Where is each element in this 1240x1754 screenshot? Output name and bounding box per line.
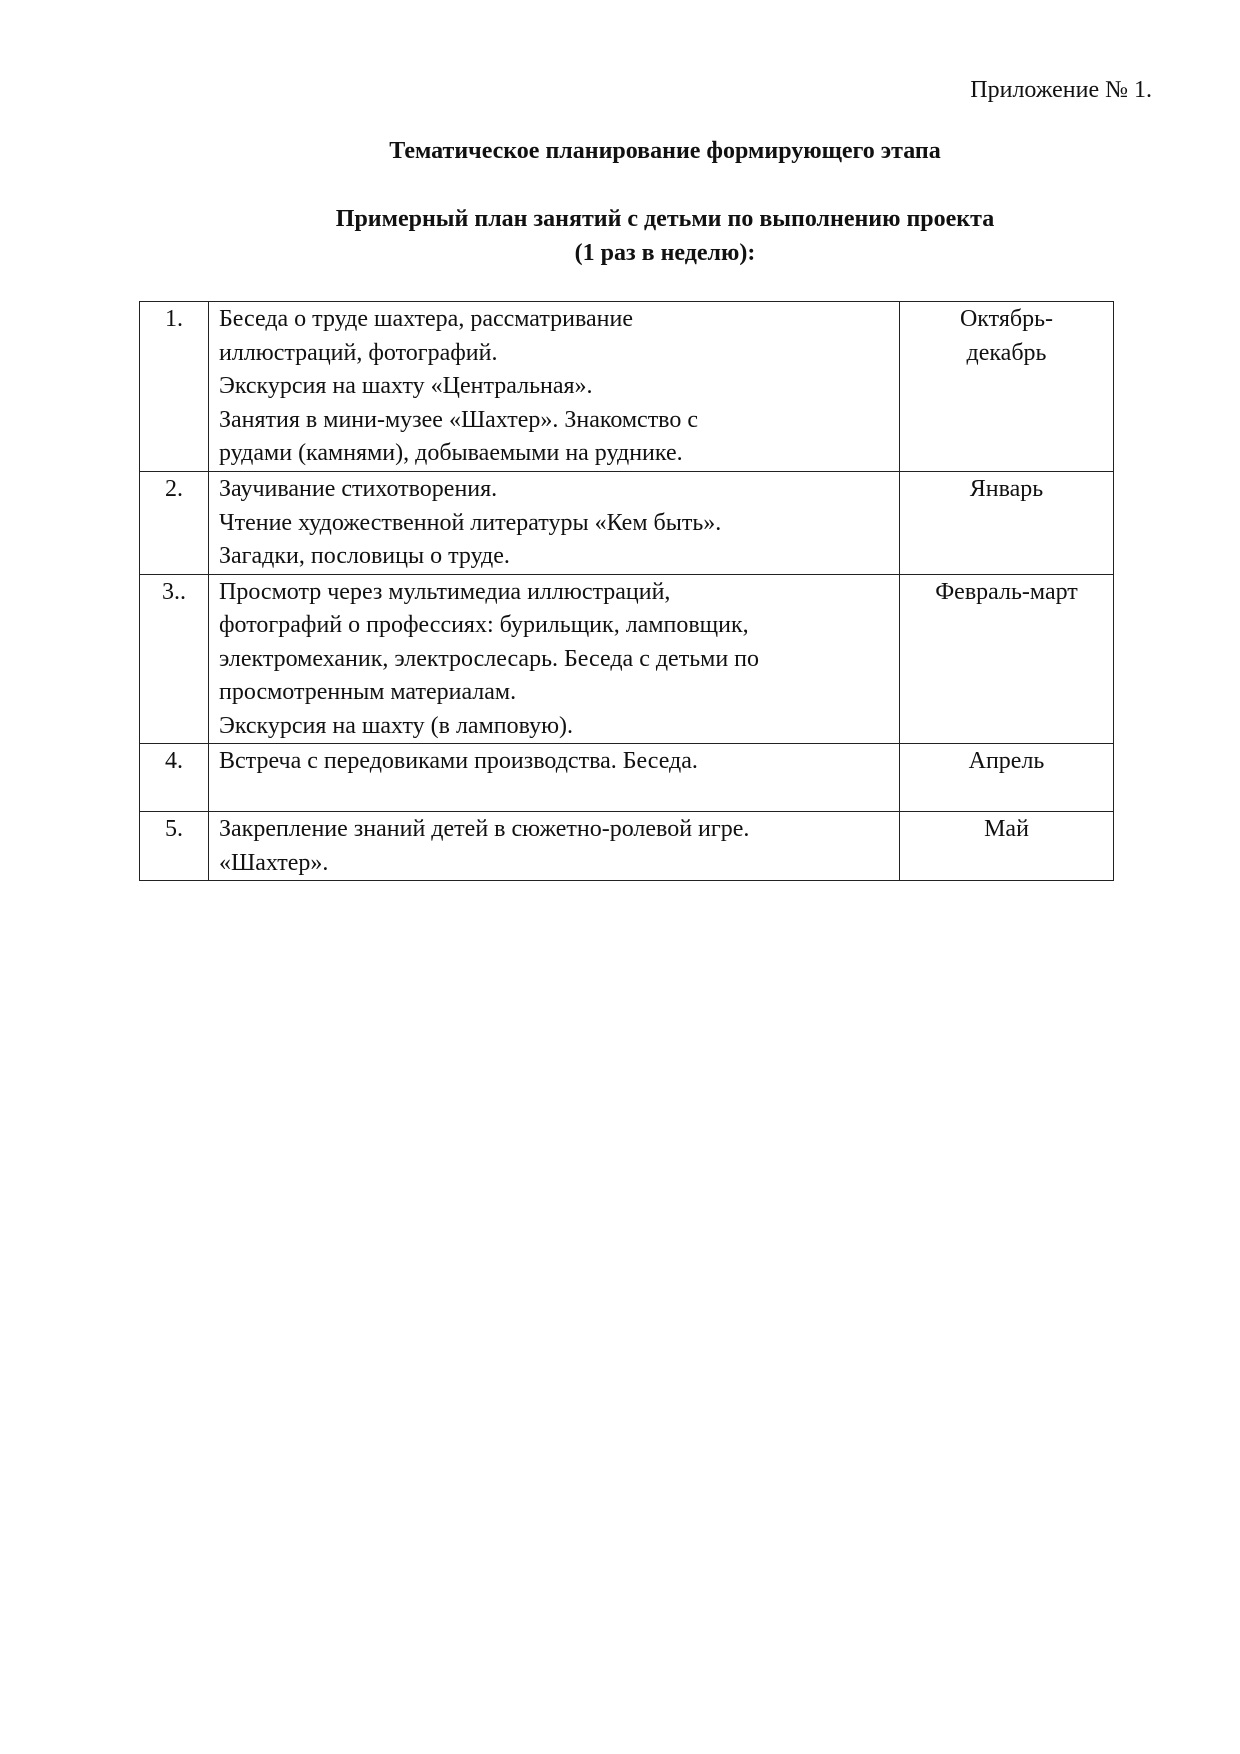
activity-line: просмотренным материалам. xyxy=(219,679,517,705)
table-row xyxy=(140,812,1114,881)
activity-description xyxy=(209,302,900,472)
activity-line: Беседа о труде шахтера, рассматривание xyxy=(219,306,633,332)
activity-line: иллюстраций, фотографий. xyxy=(219,339,498,366)
page-title: Тематическое планирование формирующего этапа xyxy=(389,138,941,164)
period-line: Январь xyxy=(969,476,1044,502)
period-line: Апрель xyxy=(968,748,1045,774)
activity-line: Встреча с передовиками производства. Беседа. xyxy=(219,748,698,774)
row-number: 4. xyxy=(140,744,209,812)
activity-description xyxy=(209,812,900,881)
activity-line: Занятия в мини-музее «Шахтер». Знакомство с xyxy=(219,406,699,433)
row-number: 5. xyxy=(140,812,209,881)
row-number: 1. xyxy=(140,302,209,472)
table-row xyxy=(140,744,1114,812)
row-number: 2. xyxy=(140,472,209,575)
plan-subtitle-line-2: (1 раз в неделю): xyxy=(574,240,756,266)
activity-line: Чтение художественной литературы «Кем быть». xyxy=(219,509,722,536)
table-row xyxy=(140,302,1114,472)
activity-line: рудами (камнями), добываемыми на руднике. xyxy=(219,440,683,466)
period-line: декабрь xyxy=(966,339,1047,366)
period-line: Февраль-март xyxy=(935,578,1078,605)
activity-description xyxy=(209,744,900,812)
activity-line: Загадки, пословицы о труде. xyxy=(219,543,510,569)
activity-line: Экскурсия на шахту (в ламповую). xyxy=(219,712,574,739)
schedule-period xyxy=(900,574,1114,744)
activity-description xyxy=(209,472,900,575)
period-line: Май xyxy=(984,816,1029,842)
activity-line: электромеханик, электрослесарь. Беседа с детьми по xyxy=(219,645,760,672)
activity-line: Заучивание стихотворения. xyxy=(219,476,498,502)
activity-line: Закрепление знаний детей в сюжетно-ролевой игре. xyxy=(219,816,750,842)
plan-subtitle-line-1: Примерный план занятий с детьми по выполнению проекта xyxy=(335,206,995,232)
activity-line: Экскурсия на шахту «Центральная». xyxy=(219,373,593,399)
schedule-period xyxy=(900,472,1114,575)
activity-line: Просмотр через мультимедиа иллюстраций, xyxy=(219,578,671,605)
period-line: Октябрь- xyxy=(959,306,1054,332)
activity-line: «Шахтер». xyxy=(219,849,329,876)
table-row xyxy=(140,472,1114,575)
appendix-label: Приложение № 1. xyxy=(970,77,1152,103)
schedule-period xyxy=(900,302,1114,472)
schedule-period xyxy=(900,744,1114,812)
activity-line: фотографий о профессиях: бурильщик, ламповщик, xyxy=(219,612,749,638)
activity-description xyxy=(209,574,900,744)
plan-subtitle xyxy=(45,202,1240,270)
schedule-period xyxy=(900,812,1114,881)
row-number: 3.. xyxy=(140,574,209,744)
table-row xyxy=(140,574,1114,744)
plan-table xyxy=(139,301,1114,881)
